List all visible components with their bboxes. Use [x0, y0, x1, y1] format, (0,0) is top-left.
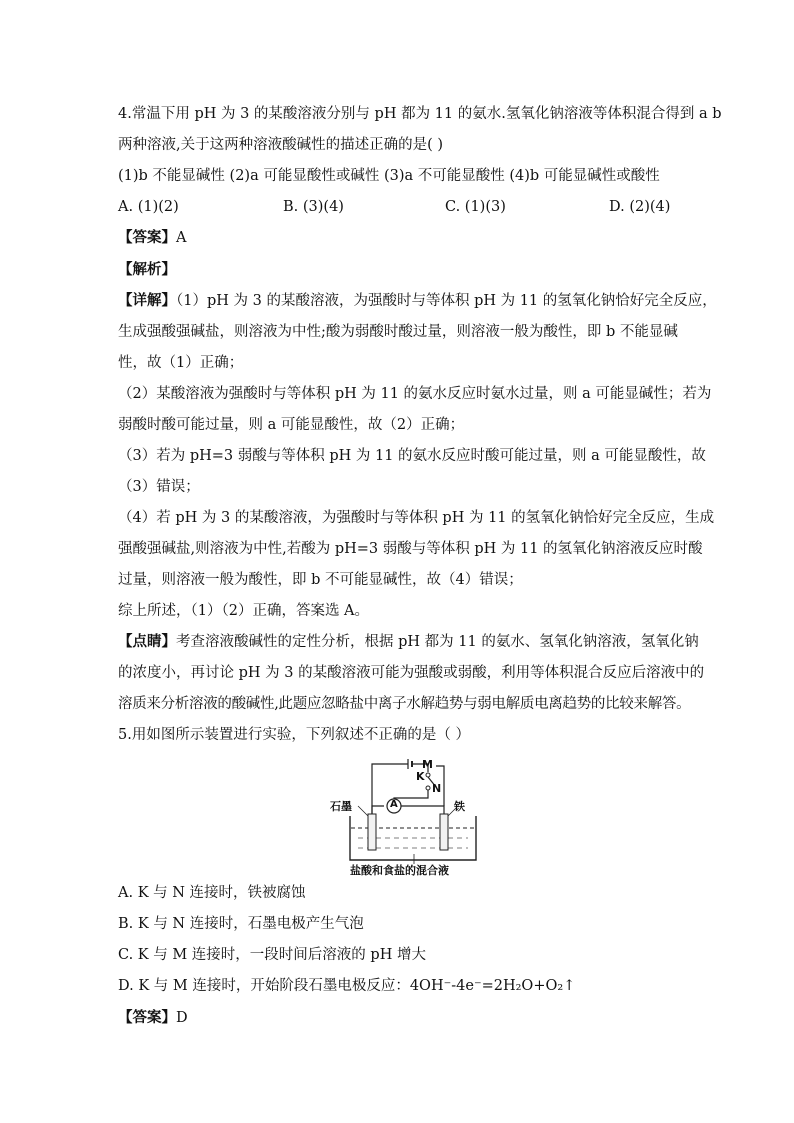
q4-detail-line: 弱酸时酸可能过量，则 a 可能显酸性，故（2）正确；: [118, 417, 465, 433]
q4-analysis-tag: 【解析】: [118, 261, 176, 278]
q4-detail-line: 强酸强碱盐,则溶液为中性,若酸为 pH=3 弱酸与等体积 pH 为 11 的氢氧化钠溶液反应时酸: [118, 541, 703, 557]
q4-option-a: A. (1)(2): [118, 199, 179, 215]
electrolysis-apparatus-figure: [328, 758, 498, 876]
comment-text: 考查溶液酸碱性的定性分析，根据 pH 都为 11 的氨水、氢氧化钠溶液，氢氧化钠: [176, 634, 699, 650]
detail-tag: 【详解】: [118, 292, 176, 309]
q4-option-c: C. (1)(3): [445, 199, 506, 215]
q5-stem: 5.用如图所示装置进行实验，下列叙述不正确的是（ ）: [118, 727, 470, 743]
label-graphite: 石墨: [330, 800, 352, 813]
q5-option-b: B. K 与 N 连接时，石墨电极产生气泡: [118, 916, 364, 932]
q4-detail-line: （3）若为 pH=3 弱酸与等体积 pH 为 11 的氨水反应时酸可能过量，则 a 可能显酸性，故: [118, 448, 706, 464]
q4-detail-line: 性，故（1）正确；: [118, 355, 244, 371]
label-n: N: [432, 782, 442, 795]
answer-tag: 【答案】: [118, 229, 176, 246]
q4-answer: [118, 228, 186, 248]
q4-conclusion: 综上所述，（1）（2）正确，答案选 A。: [118, 603, 370, 619]
q4-detail-line: （4）若 pH 为 3 的某酸溶液，为强酸时与等体积 pH 为 11 的氢氧化钠恰好完全反应，生成: [118, 510, 715, 526]
q5-answer: [118, 1008, 188, 1028]
q4-option-d: D. (2)(4): [609, 199, 671, 215]
q4-detail-line: 过量，则溶液一般为酸性，即 b 不可能显碱性，故（4）错误；: [118, 572, 523, 588]
apparatus-diagram: [328, 758, 498, 876]
q4-stem-line1: 4.常温下用 pH 为 3 的某酸溶液分别与 pH 都为 11 的氨水.氢氧化钠溶液等体积混合得到 a b: [118, 106, 722, 122]
q4-detail-line: 生成强酸强碱盐，则溶液为中性;酸为弱酸时酸过量，则溶液一般为酸性，即 b 不能显碱: [118, 324, 678, 340]
q4-statements: (1)b 不能显碱性 (2)a 可能显酸性或碱性 (3)a 不可能显酸性 (4)b 可能显碱性或酸性: [118, 168, 660, 184]
q4-comment-line: 的浓度小，再讨论 pH 为 3 的某酸溶液可能为强酸或弱酸，利用等体积混合反应后溶液中的: [118, 665, 705, 681]
answer-tag: 【答案】: [118, 1009, 176, 1026]
ammeter-label: A: [390, 799, 398, 810]
q4-comment-line: [118, 632, 699, 652]
label-m: M: [422, 758, 433, 771]
q4-option-b: B. (3)(4): [283, 199, 344, 215]
detail-text: （1）pH 为 3 的某酸溶液，为强酸时与等体积 pH 为 11 的氢氧化钠恰好完全反应，: [176, 293, 717, 309]
q4-detail-line: （2）某酸溶液为强酸时与等体积 pH 为 11 的氨水反应时氨水过量，则 a 可能显碱性；若为: [118, 386, 712, 402]
figure-caption: 盐酸和食盐的混合液: [350, 864, 449, 877]
q4-comment-line: 溶质来分析溶液的酸碱性,此题应忽略盐中离子水解趋势与弱电解质电离趋势的比较来解答。: [118, 696, 691, 712]
q5-option-c: C. K 与 M 连接时，一段时间后溶液的 pH 增大: [118, 947, 426, 963]
q4-detail-line: [118, 291, 717, 311]
answer-value: D: [176, 1010, 188, 1026]
q5-option-a: A. K 与 N 连接时，铁被腐蚀: [118, 885, 306, 901]
q5-option-d: D. K 与 M 连接时，开始阶段石墨电极反应：4OH⁻-4e⁻=2H₂O+O₂↑: [118, 978, 576, 994]
q4-stem-line2: 两种溶液,关于这两种溶液酸碱性的描述正确的是( ): [118, 137, 444, 153]
q4-detail-line: （3）错误；: [118, 479, 200, 495]
label-k: K: [416, 770, 425, 783]
label-iron: 铁: [454, 800, 465, 813]
comment-tag: 【点睛】: [118, 633, 176, 650]
answer-value: A: [176, 230, 187, 246]
